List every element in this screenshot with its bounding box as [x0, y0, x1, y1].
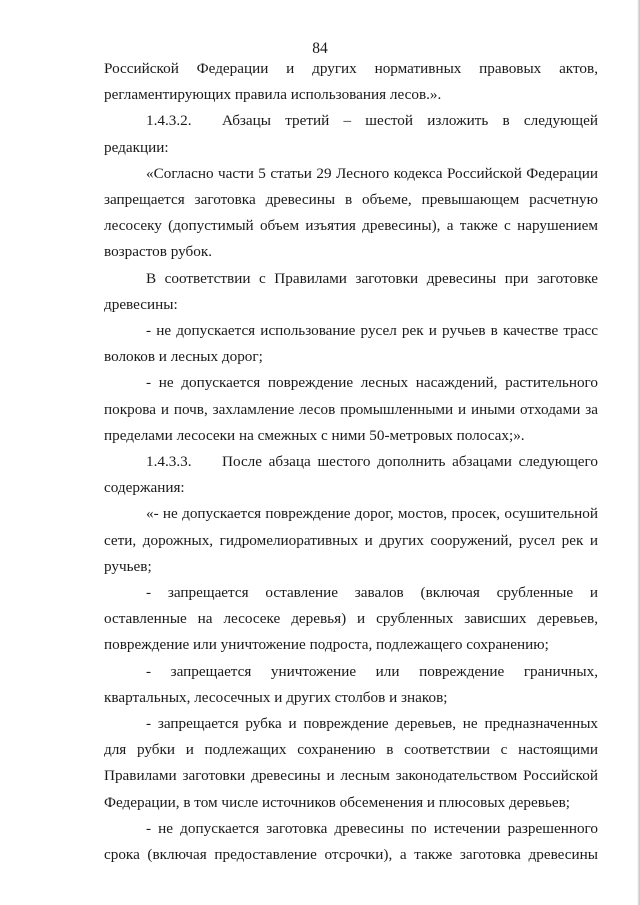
list-item-protected-trees: - запрещается рубка и повреждение деревьев, не предназначенных для рубки и подлежащих сохранению в соответствии с настоящими Правилами заготовки древесины и лесным законодательством Российской Федерации, в том числе источников обсеменения и плюсовых деревьев; — [104, 715, 598, 811]
list-item-riverbeds: - не допускается использование русел рек и ручьев в качестве трасс волоков и лесных дорог; — [104, 322, 598, 366]
document-body — [104, 56, 598, 868]
clause-text: После абзаца шестого дополнить абзацами следующего содержания: — [104, 453, 598, 497]
list-item-forest-damage: - не допускается повреждение лесных насаждений, растительного покрова и почв, захламление лесов промышленными и иными отходами за пределами лесосеки на смежных с ними 50-метровых полосах;». — [104, 374, 598, 444]
list-item-expired-term: - не допускается заготовка древесины по истечении разрешенного срока (включая предоставление отсрочки), а также заготовка древесины — [104, 819, 598, 864]
clause-1-4-3-3 — [104, 449, 598, 501]
list-item-posts: - запрещается уничтожение или повреждение граничных, квартальных, лесосечных и других столбов и знаков; — [104, 662, 598, 706]
clause-text: Абзацы третий – шестой изложить в следующей редакции: — [104, 112, 598, 156]
paragraph-continuation: Российской Федерации и других нормативных правовых актов, регламентирующих правила использования лесов.». — [104, 60, 598, 104]
clause-number: 1.4.3.3. — [146, 453, 192, 471]
list-item-debris: - запрещается оставление завалов (включая срубленные и оставленные на лесосеке деревья) и срубленных зависших деревьев, повреждение или уничтожение подроста, подлежащего сохранению; — [104, 584, 598, 654]
clause-number: 1.4.3.2. — [146, 112, 192, 130]
paragraph-quote-start: «Согласно части 5 статьи 29 Лесного кодекса Российской Федерации запрещается заготовка древесины в объеме, превышающем расчетную лесосеку (допустимый объем изъятия древесины), а также с нарушением возрастов рубок. — [104, 164, 598, 261]
clause-1-4-3-2 — [104, 108, 598, 160]
paragraph-rules: В соответствии с Правилами заготовки древесины при заготовке древесины: — [104, 269, 598, 313]
page-number: 84 — [312, 40, 328, 57]
list-item-roads: «- не допускается повреждение дорог, мостов, просек, осушительной сети, дорожных, гидромелиоративных и других сооружений, русел рек и ручьев; — [104, 505, 598, 575]
